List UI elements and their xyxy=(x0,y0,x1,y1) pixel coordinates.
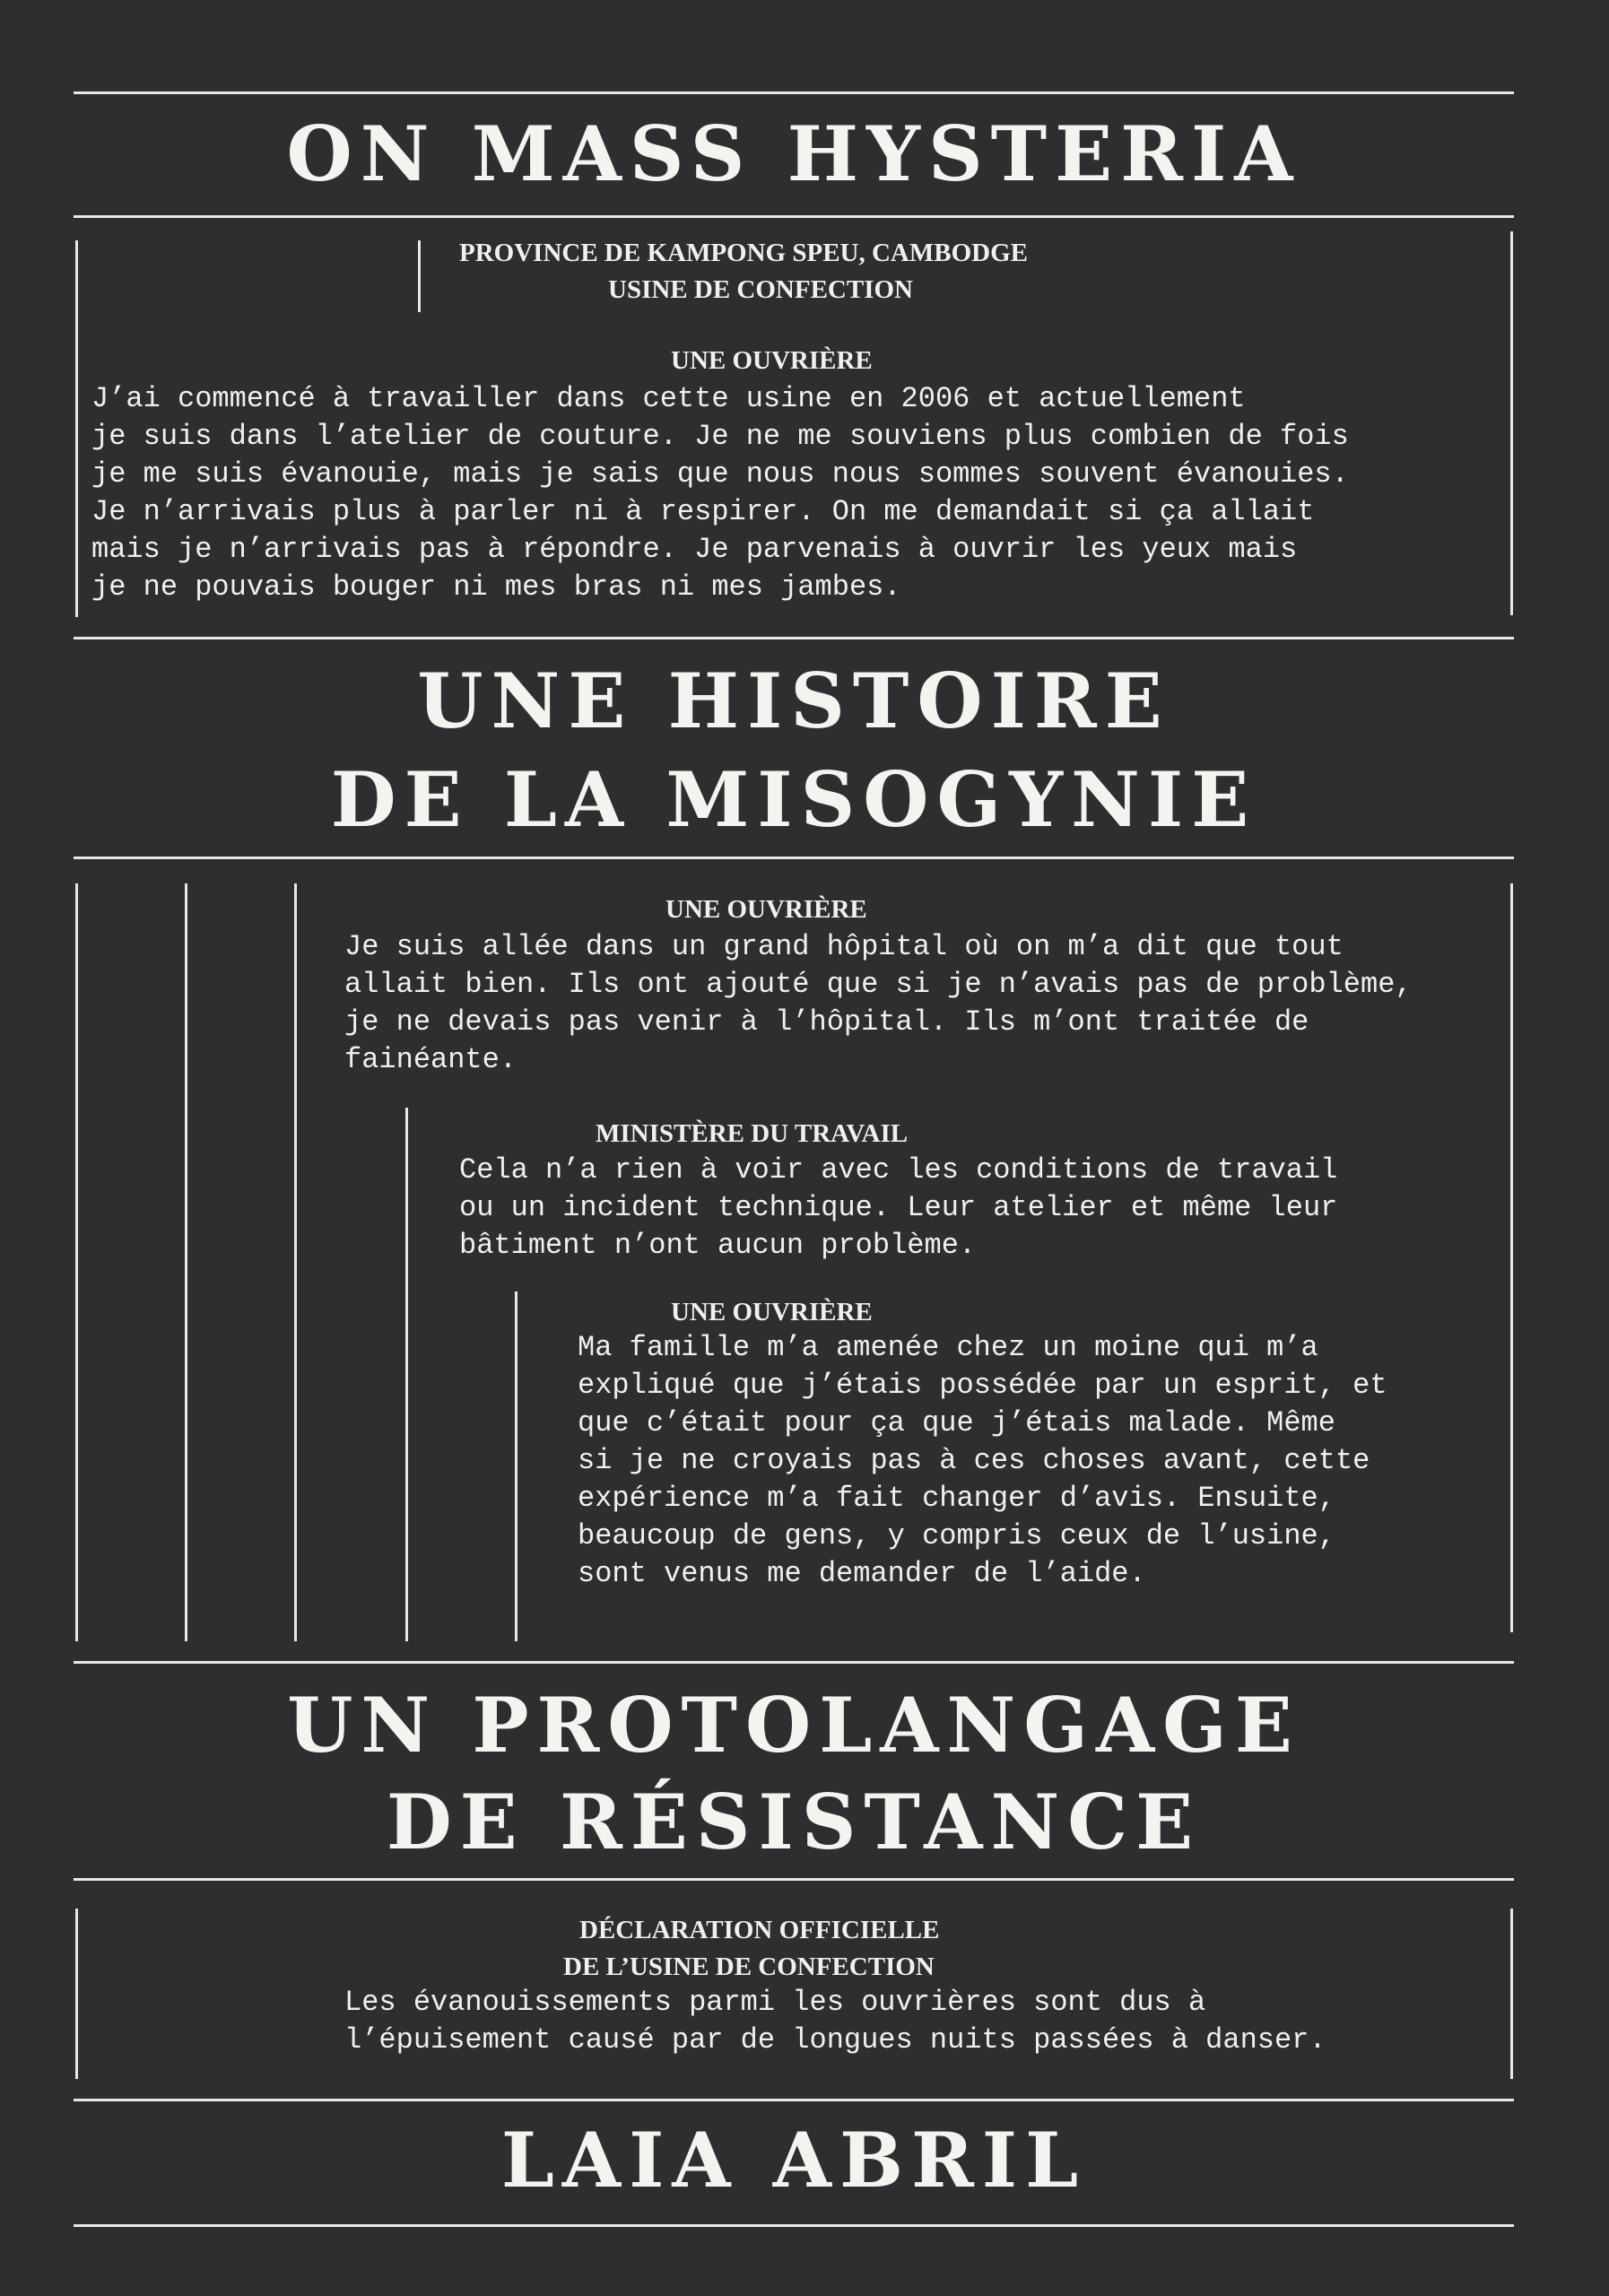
rule-vertical xyxy=(75,883,78,1641)
text-line: allait bien. Ils ont ajouté que si je n’avais pas de problème, xyxy=(344,968,1413,1001)
rule-vertical xyxy=(1510,883,1513,1632)
location-line-1: PROVINCE DE KAMPONG SPEU, CAMBODGE xyxy=(459,239,1028,267)
declaration-paragraph xyxy=(344,1984,1326,2059)
title-une-histoire: UNE HISTOIRE xyxy=(417,657,1170,745)
text-line: J’ai commencé à travailler dans cette usine en 2006 et actuellement xyxy=(91,382,1246,415)
text-line: bâtiment n’ont aucun problème. xyxy=(459,1229,977,1262)
text-line: beaucoup de gens, y compris ceux de l’usine, xyxy=(578,1519,1335,1552)
text-line: je ne devais pas venir à l’hôpital. Ils m’ont traitée de xyxy=(344,1005,1309,1039)
text-line: je ne pouvais bouger ni mes bras ni mes jambes. xyxy=(91,570,901,604)
text-line: que c’était pour ça que j’étais malade. Même xyxy=(578,1406,1335,1439)
rule-bottom xyxy=(74,2224,1514,2227)
text-line: mais je n’arrivais pas à répondre. Je parvenais à ouvrir les yeux mais xyxy=(91,533,1298,566)
text-line: Je n’arrivais plus à parler ni à respirer. On me demandait si ça allait xyxy=(91,495,1315,528)
text-line: je suis dans l’atelier de couture. Je ne me souviens plus combien de fois xyxy=(91,420,1349,453)
text-line: expliqué que j’étais possédée par un esprit, et xyxy=(578,1369,1387,1402)
text-line: Je suis allée dans un grand hôpital où on m’a dit que tout xyxy=(344,930,1344,963)
text-line: l’épuisement causé par de longues nuits passées à danser. xyxy=(344,2023,1326,2057)
rule-vertical xyxy=(75,1909,78,2079)
testimony-paragraph xyxy=(91,380,1349,606)
rule-top xyxy=(74,91,1514,94)
official-declaration-label: DÉCLARATION OFFICIELLE xyxy=(579,1916,940,1944)
rule-vertical xyxy=(75,240,78,617)
rule-vertical xyxy=(418,240,421,312)
testimony-paragraph xyxy=(344,928,1413,1079)
speaker-label: UNE OUVRIÈRE xyxy=(665,895,867,924)
title-de-la-misogynie: DE LA MISOGYNIE xyxy=(330,755,1257,844)
speaker-label: UNE OUVRIÈRE xyxy=(671,1298,873,1326)
speaker-label: UNE OUVRIÈRE xyxy=(671,346,873,375)
author-name: LAIA ABRIL xyxy=(500,2116,1087,2205)
rule-vertical xyxy=(294,883,297,1641)
rule-vertical xyxy=(515,1292,517,1641)
text-line: je me suis évanouie, mais je sais que nous nous sommes souvent évanouies. xyxy=(91,457,1349,491)
rule-above-title-2 xyxy=(74,637,1514,639)
testimony-paragraph xyxy=(578,1329,1387,1593)
factory-label: DE L’USINE DE CONFECTION xyxy=(563,1952,935,1981)
text-line: Ma famille m’a amenée chez un moine qui m’a xyxy=(578,1331,1318,1364)
rule-under-title-1 xyxy=(74,215,1514,218)
title-un-protolangage: UN PROTOLANGAGE xyxy=(287,1681,1300,1770)
speaker-label: MINISTÈRE DU TRAVAIL xyxy=(596,1119,909,1148)
rule-above-title-3 xyxy=(74,1661,1514,1664)
rule-above-author xyxy=(74,2099,1514,2101)
text-line: ou un incident technique. Leur atelier et même leur xyxy=(459,1191,1338,1224)
text-line: expérience m’a fait changer d’avis. Ensuite, xyxy=(578,1482,1335,1515)
title-on-mass-hysteria: ON MASS HYSTERIA xyxy=(286,109,1301,198)
rule-under-title-2 xyxy=(74,857,1514,859)
rule-vertical xyxy=(1510,1909,1513,2079)
title-de-resistance: DE RÉSISTANCE xyxy=(386,1778,1202,1866)
rule-vertical xyxy=(185,883,187,1641)
location-line-2: USINE DE CONFECTION xyxy=(608,275,913,304)
statement-paragraph xyxy=(459,1152,1337,1265)
text-line: Les évanouissements parmi les ouvrières sont dus à xyxy=(344,1986,1206,2019)
text-line: Cela n’a rien à voir avec les conditions de travail xyxy=(459,1153,1338,1187)
text-line: si je ne croyais pas à ces choses avant, cette xyxy=(578,1444,1370,1477)
rule-vertical xyxy=(1510,231,1513,615)
text-line: fainéante. xyxy=(344,1043,517,1076)
rule-vertical xyxy=(405,1108,408,1641)
text-line: sont venus me demander de l’aide. xyxy=(578,1557,1146,1590)
rule-under-title-3 xyxy=(74,1878,1514,1881)
